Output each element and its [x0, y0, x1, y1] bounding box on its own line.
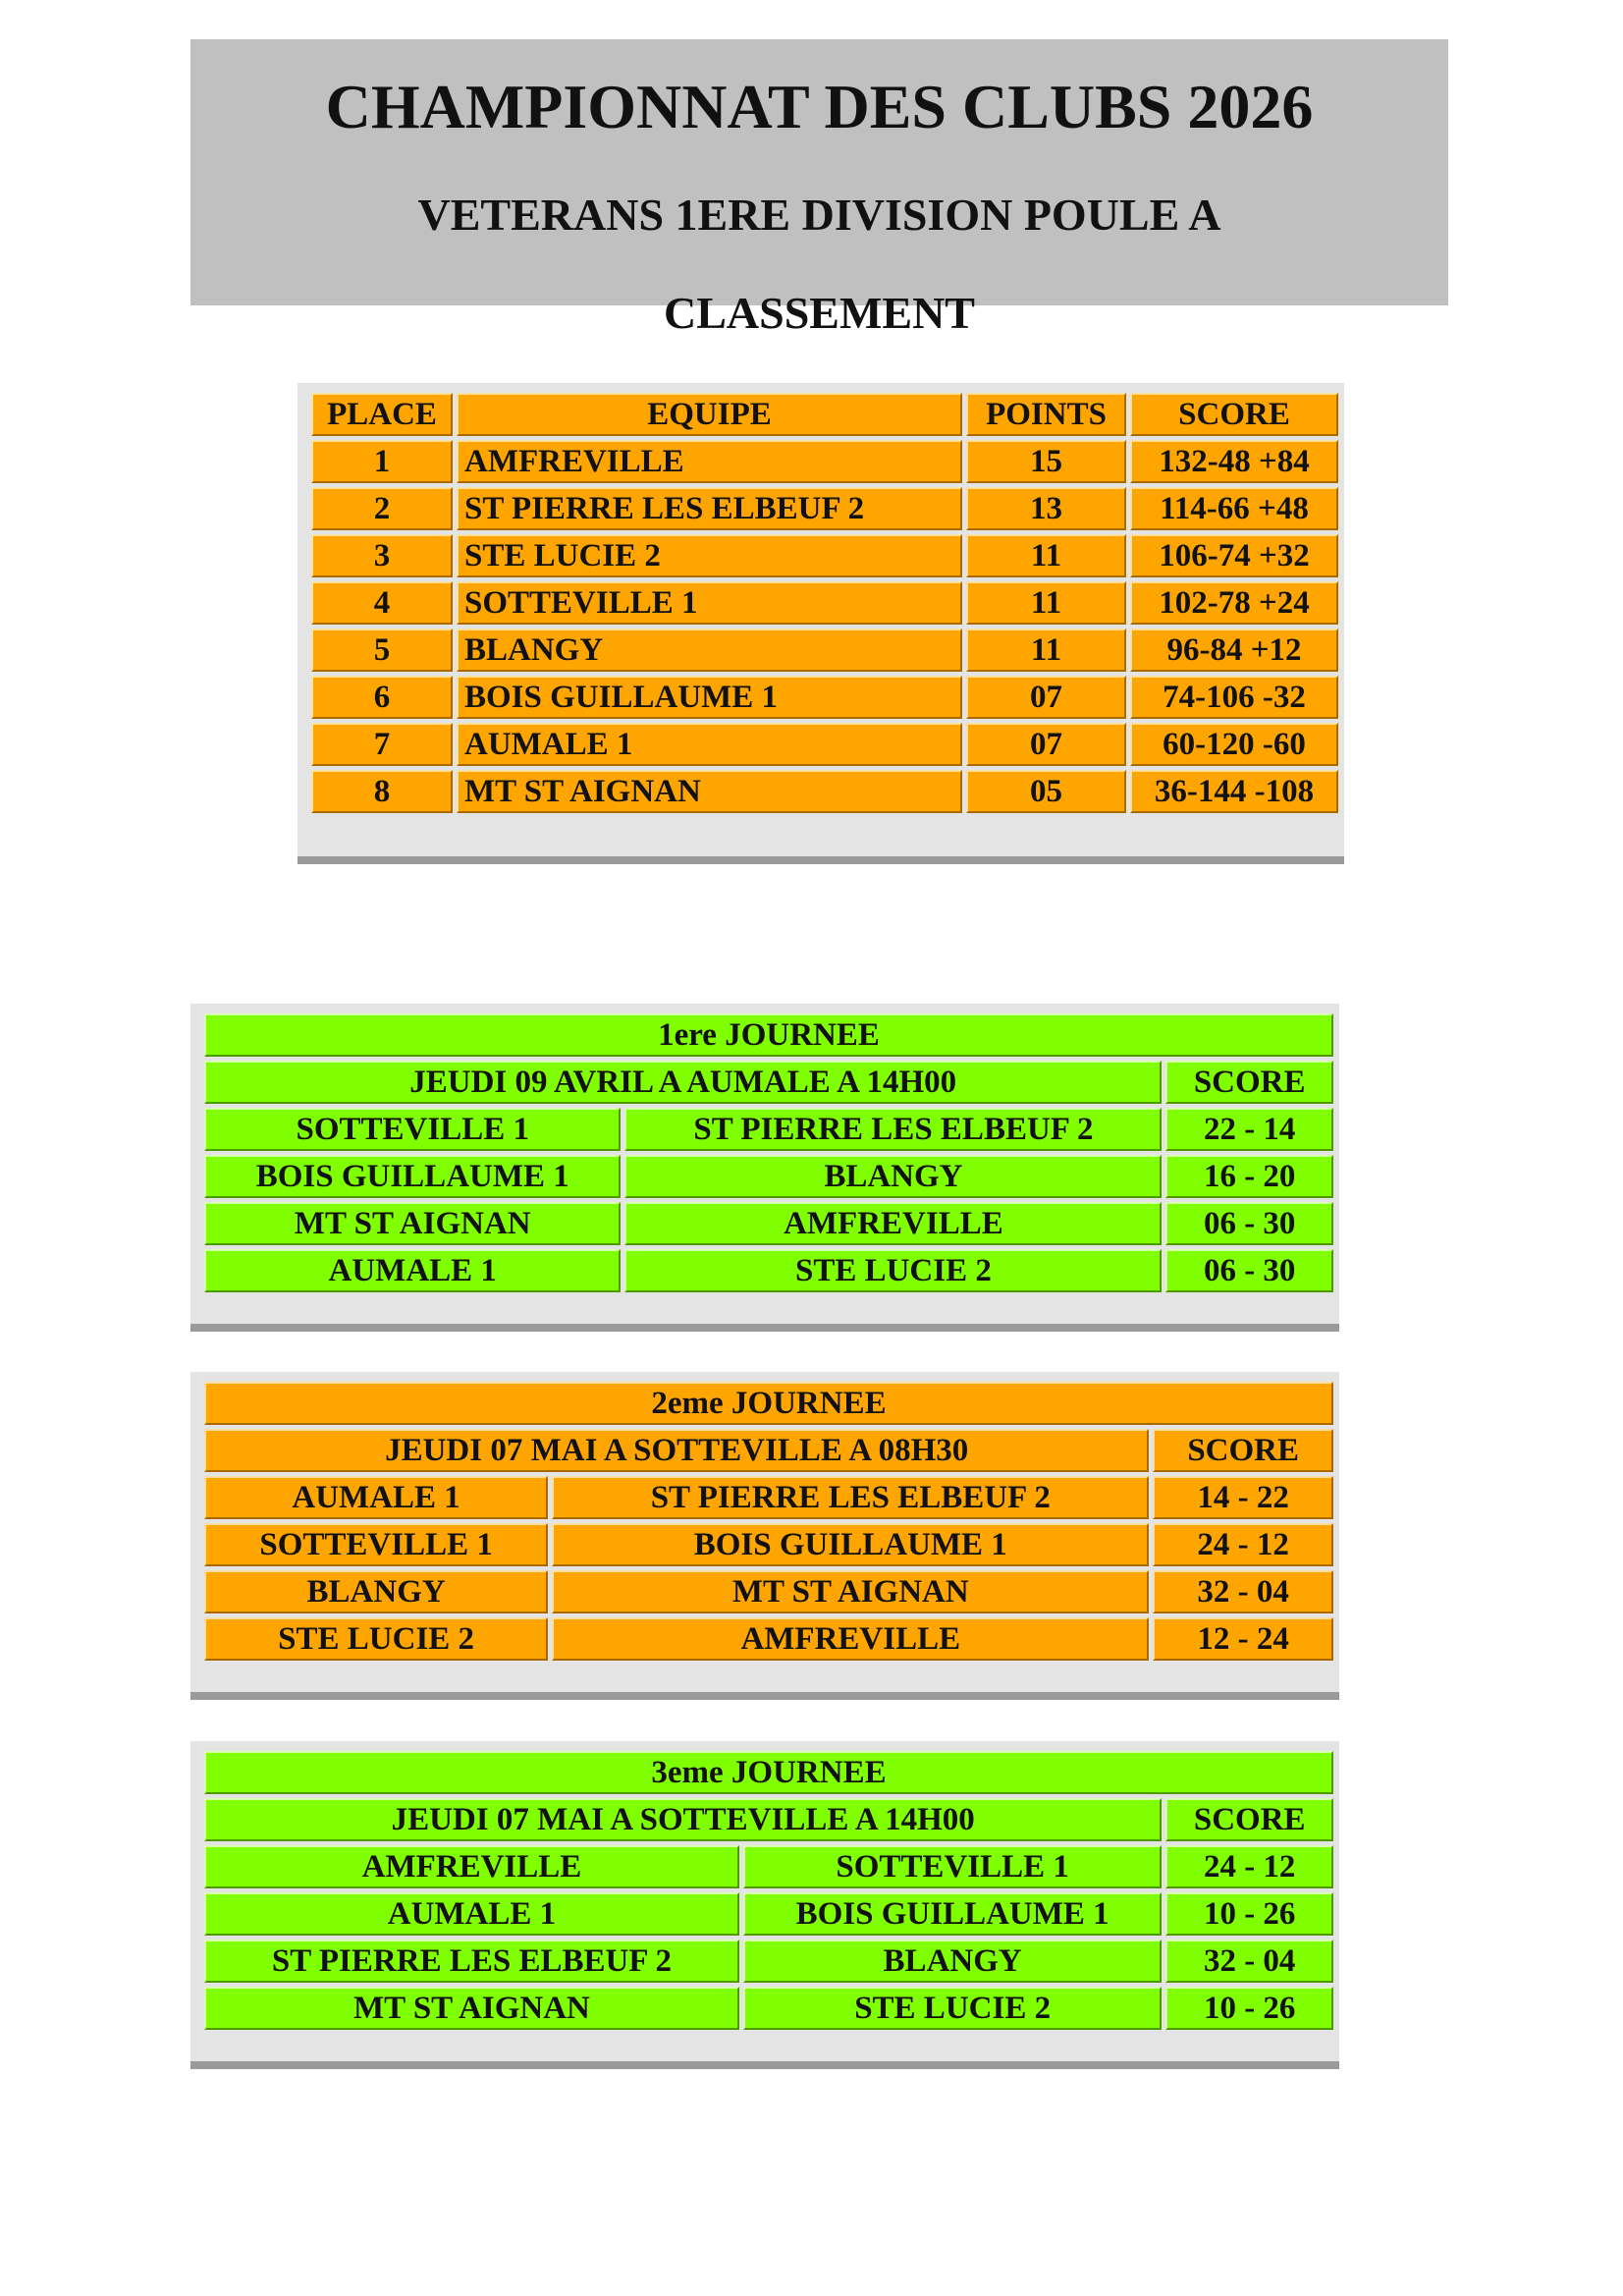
page-header: [190, 39, 1448, 338]
panel-shadow: [190, 2061, 1339, 2069]
journee-2-table: [200, 1378, 1337, 1665]
panel-shadow: [190, 1324, 1339, 1332]
journee-title: 3eme JOURNEE: [204, 1751, 1333, 1794]
match-row: [204, 1987, 1333, 2030]
match-row: [204, 1155, 1333, 1198]
journee-1-panel: [190, 1004, 1339, 1332]
table-row: [311, 676, 1338, 719]
match-row: [204, 1476, 1333, 1519]
division-subtitle: VETERANS 1ERE DIVISION POULE A: [417, 190, 1221, 240]
points-cell: 11: [966, 534, 1126, 577]
match-score: 06 - 30: [1165, 1249, 1333, 1292]
match-score: 10 - 26: [1165, 1892, 1333, 1936]
away-team: BLANGY: [624, 1155, 1162, 1198]
points-cell: 07: [966, 676, 1126, 719]
team-cell: ST PIERRE LES ELBEUF 2: [457, 487, 962, 530]
match-score: 24 - 12: [1153, 1523, 1333, 1566]
table-row: [311, 770, 1338, 813]
score-header: SCORE: [1165, 1061, 1333, 1104]
match-score: 32 - 04: [1153, 1570, 1333, 1613]
match-score: 14 - 22: [1153, 1476, 1333, 1519]
place-cell: 5: [311, 629, 453, 672]
score-header: SCORE: [1165, 1798, 1333, 1841]
match-score: 06 - 30: [1165, 1202, 1333, 1245]
score-cell: 36-144 -108: [1130, 770, 1338, 813]
place-cell: 7: [311, 723, 453, 766]
match-row: [204, 1892, 1333, 1936]
standings-panel: [298, 383, 1344, 864]
home-team: AUMALE 1: [204, 1892, 739, 1936]
home-team: STE LUCIE 2: [204, 1617, 548, 1661]
away-team: BOIS GUILLAUME 1: [743, 1892, 1162, 1936]
home-team: ST PIERRE LES ELBEUF 2: [204, 1940, 739, 1983]
points-cell: 11: [966, 629, 1126, 672]
table-row: [311, 487, 1338, 530]
home-team: AMFREVILLE: [204, 1845, 739, 1888]
match-score: 22 - 14: [1165, 1108, 1333, 1151]
table-row: [311, 723, 1338, 766]
place-cell: 3: [311, 534, 453, 577]
away-team: AMFREVILLE: [552, 1617, 1149, 1661]
table-row: [311, 534, 1338, 577]
column-header-points: POINTS: [966, 393, 1126, 436]
column-header-team: EQUIPE: [457, 393, 962, 436]
journee-info: JEUDI 07 MAI A SOTTEVILLE A 08H30: [204, 1429, 1149, 1472]
section-title: CLASSEMENT: [664, 288, 975, 338]
home-team: MT ST AIGNAN: [204, 1987, 739, 2030]
place-cell: 1: [311, 440, 453, 483]
standings-table: [307, 389, 1342, 817]
match-row: [204, 1108, 1333, 1151]
journee-info: JEUDI 07 MAI A SOTTEVILLE A 14H00: [204, 1798, 1162, 1841]
away-team: ST PIERRE LES ELBEUF 2: [552, 1476, 1149, 1519]
score-cell: 96-84 +12: [1130, 629, 1338, 672]
away-team: STE LUCIE 2: [743, 1987, 1162, 2030]
journee-info: JEUDI 09 AVRIL A AUMALE A 14H00: [204, 1061, 1162, 1104]
score-cell: 60-120 -60: [1130, 723, 1338, 766]
away-team: AMFREVILLE: [624, 1202, 1162, 1245]
panel-shadow: [298, 856, 1344, 864]
match-row: [204, 1845, 1333, 1888]
home-team: AUMALE 1: [204, 1249, 621, 1292]
match-score: 16 - 20: [1165, 1155, 1333, 1198]
home-team: BLANGY: [204, 1570, 548, 1613]
home-team: AUMALE 1: [204, 1476, 548, 1519]
away-team: SOTTEVILLE 1: [743, 1845, 1162, 1888]
team-cell: BLANGY: [457, 629, 962, 672]
away-team: BLANGY: [743, 1940, 1162, 1983]
table-row: [311, 581, 1338, 625]
team-cell: AMFREVILLE: [457, 440, 962, 483]
home-team: MT ST AIGNAN: [204, 1202, 621, 1245]
home-team: SOTTEVILLE 1: [204, 1108, 621, 1151]
score-cell: 102-78 +24: [1130, 581, 1338, 625]
away-team: MT ST AIGNAN: [552, 1570, 1149, 1613]
team-cell: BOIS GUILLAUME 1: [457, 676, 962, 719]
journee-2-panel: [190, 1372, 1339, 1700]
away-team: ST PIERRE LES ELBEUF 2: [624, 1108, 1162, 1151]
home-team: BOIS GUILLAUME 1: [204, 1155, 621, 1198]
points-cell: 15: [966, 440, 1126, 483]
column-header-score: SCORE: [1130, 393, 1338, 436]
table-row: [311, 629, 1338, 672]
team-cell: STE LUCIE 2: [457, 534, 962, 577]
score-cell: 74-106 -32: [1130, 676, 1338, 719]
table-row: [311, 440, 1338, 483]
team-cell: AUMALE 1: [457, 723, 962, 766]
match-score: 24 - 12: [1165, 1845, 1333, 1888]
score-cell: 132-48 +84: [1130, 440, 1338, 483]
place-cell: 6: [311, 676, 453, 719]
away-team: STE LUCIE 2: [624, 1249, 1162, 1292]
points-cell: 11: [966, 581, 1126, 625]
panel-shadow: [190, 1692, 1339, 1700]
place-cell: 4: [311, 581, 453, 625]
place-cell: 2: [311, 487, 453, 530]
journee-title: 1ere JOURNEE: [204, 1013, 1333, 1057]
match-score: 10 - 26: [1165, 1987, 1333, 2030]
match-row: [204, 1202, 1333, 1245]
place-cell: 8: [311, 770, 453, 813]
standings-header-row: [311, 393, 1338, 436]
page-title: CHAMPIONNAT DES CLUBS 2026: [325, 72, 1314, 141]
match-score: 32 - 04: [1165, 1940, 1333, 1983]
points-cell: 13: [966, 487, 1126, 530]
match-row: [204, 1523, 1333, 1566]
match-score: 12 - 24: [1153, 1617, 1333, 1661]
column-header-place: PLACE: [311, 393, 453, 436]
match-row: [204, 1940, 1333, 1983]
match-row: [204, 1249, 1333, 1292]
journee-3-panel: [190, 1741, 1339, 2069]
match-row: [204, 1617, 1333, 1661]
points-cell: 07: [966, 723, 1126, 766]
home-team: SOTTEVILLE 1: [204, 1523, 548, 1566]
score-cell: 106-74 +32: [1130, 534, 1338, 577]
points-cell: 05: [966, 770, 1126, 813]
team-cell: SOTTEVILLE 1: [457, 581, 962, 625]
score-cell: 114-66 +48: [1130, 487, 1338, 530]
score-header: SCORE: [1153, 1429, 1333, 1472]
match-row: [204, 1570, 1333, 1613]
away-team: BOIS GUILLAUME 1: [552, 1523, 1149, 1566]
journee-1-table: [200, 1010, 1337, 1296]
journee-3-table: [200, 1747, 1337, 2034]
journee-title: 2eme JOURNEE: [204, 1382, 1333, 1425]
team-cell: MT ST AIGNAN: [457, 770, 962, 813]
